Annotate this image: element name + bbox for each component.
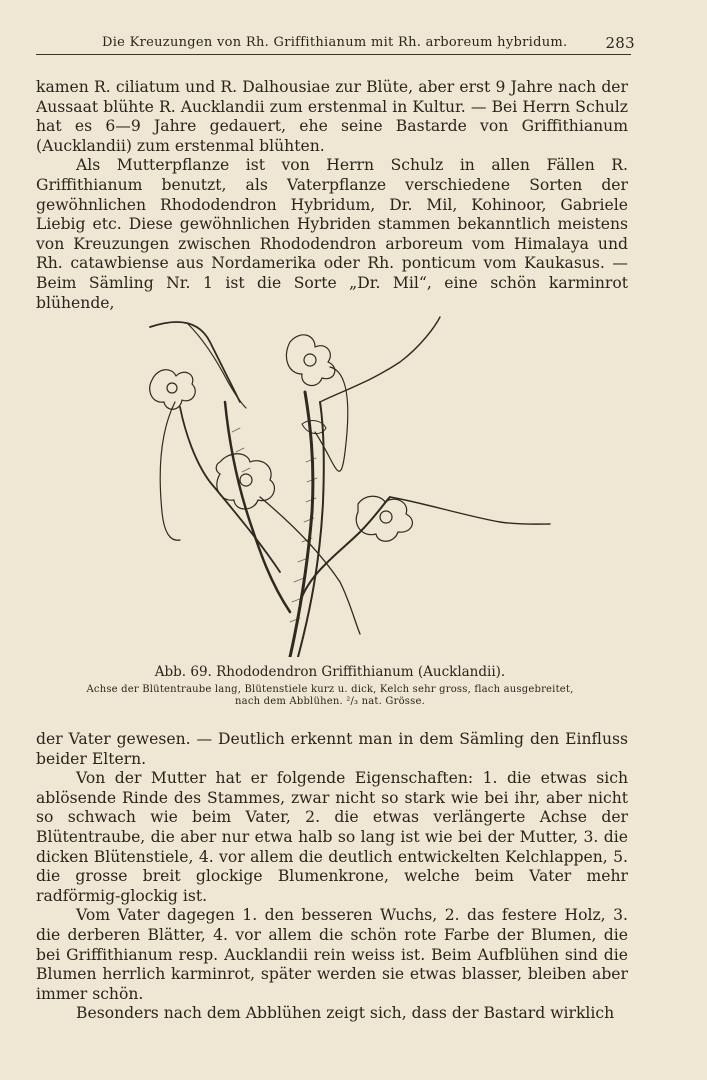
paragraph-1: kamen R. ciliatum und R. Dalhousiae zur Blüte, aber erst 9 Jahre nach der Aussaat blühte R. Aucklandii zum erstenmal in Kultur. — Bei Herrn Schulz hat es 6—9 Jahre gedauert, ehe seine Bastarde von Griffithianum (Aucklandii) zum erstenmal blühten.	[36, 78, 628, 155]
top-text-block	[36, 78, 628, 313]
caption-sub-line-1: Achse der Blütentraube lang, Blütenstiele kurz u. dick, Kelch sehr gross, flach ausgebreitet,	[86, 684, 574, 695]
paragraph-3: der Vater gewesen. — Deutlich erkennt man in dem Sämling den Einfluss beider Eltern.	[36, 730, 628, 768]
running-head-title: Die Kreuzungen von Rh. Griffithianum mit Rh. arboreum hybridum.	[102, 35, 568, 50]
figure-caption	[60, 664, 600, 708]
paragraph-6: Besonders nach dem Abblühen zeigt sich, dass der Bastard wirklich	[76, 1004, 615, 1023]
rhododendron-illustration	[140, 312, 560, 657]
paragraph-4: Von der Mutter hat er folgende Eigenschaften: 1. die etwas sich ablösende Rinde des Stammes, zwar nicht so stark wie bei ihr, aber nicht so schwach wie beim Vater, 2. die etwas verlängerte Achse der Blütentraube, die aber nur etwa halb so lang ist wie bei der Mutter, 3. die dicken Blütenstiele, 4. vor allem die deutlich entwickelten Kelchlappen, 5. die grosse breit glockige Blumenkrone, welche beim Vater mehr radförmig-glockig ist.	[36, 769, 628, 905]
caption-sub-line-2: nach dem Abblühen. ²/₃ nat. Grösse.	[235, 696, 425, 707]
running-head	[36, 32, 635, 55]
page-number: 283	[605, 34, 635, 52]
bottom-text-block	[36, 730, 628, 1024]
paragraph-2: Als Mutterpflanze ist von Herrn Schulz in allen Fällen R. Griffithianum benutzt, als Vaterpflanze verschiedene Sorten der gewöhnlichen Rhododendron Hybridum, Dr. Mil, Kohinoor, Gabriele Liebig etc. Diese gewöhnlichen Hybriden stammen bekanntlich meistens von Kreuzungen zwischen Rhododendron arboreum vom Himalaya und Rh. catawbiense aus Nordamerika oder Rh. ponticum vom Kaukasus. — Beim Sämling Nr. 1 ist die Sorte „Dr. Mil“, eine schön karminrot blühende,	[36, 156, 628, 312]
paragraph-5: Vom Vater dagegen 1. den besseren Wuchs, 2. das festere Holz, 3. die derberen Blätter, 4. vor allem die schön rote Farbe der Blumen, die bei Griffithianum resp. Aucklandii rein weiss ist. Beim Aufblühen sind die Blumen herrlich karminrot, später werden sie etwas blasser, bleiben aber immer schön.	[36, 906, 628, 1003]
caption-main: Abb. 69. Rhododendron Griffithianum (Aucklandii).	[154, 664, 506, 680]
